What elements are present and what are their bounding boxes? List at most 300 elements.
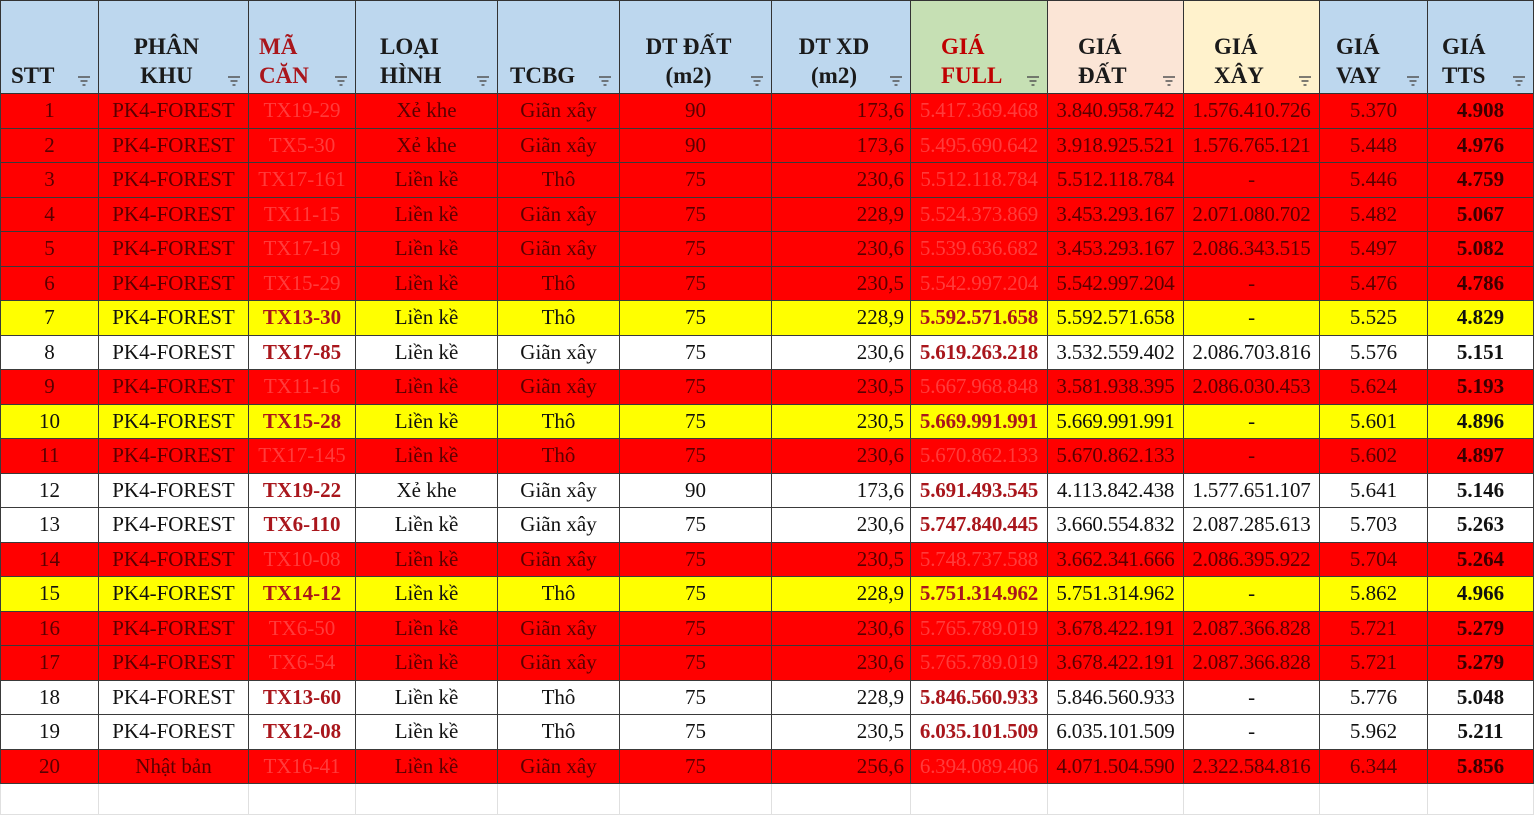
cell-gia-vay[interactable]: 5.624 bbox=[1320, 370, 1428, 405]
header-gia-xay-line2: XÂY bbox=[1214, 63, 1264, 88]
cell-phan-khu[interactable]: Nhật bản bbox=[99, 749, 249, 784]
cell-gia-xay[interactable]: 2.086.395.922 bbox=[1184, 542, 1320, 577]
cell-dt-dat[interactable]: 75 bbox=[620, 646, 772, 681]
cell-gia-vay[interactable]: 5.602 bbox=[1320, 439, 1428, 474]
cell-loai-hinh[interactable]: Liền kề bbox=[356, 577, 498, 612]
cell-gia-tts[interactable]: 4.897 bbox=[1428, 439, 1534, 474]
table-row[interactable] bbox=[1, 749, 1534, 784]
cell-gia-vay[interactable]: 5.704 bbox=[1320, 542, 1428, 577]
cell-loai-hinh[interactable]: Liền kề bbox=[356, 611, 498, 646]
filter-icon[interactable] bbox=[227, 75, 241, 87]
cell-gia-tts[interactable]: 4.896 bbox=[1428, 404, 1534, 439]
cell-tcbg[interactable]: Giãn xây bbox=[498, 232, 620, 267]
cell-stt[interactable]: 12 bbox=[1, 473, 99, 508]
cell-stt[interactable]: 19 bbox=[1, 715, 99, 750]
cell-ma-can[interactable]: TX15-28 bbox=[249, 404, 356, 439]
cell-gia-full[interactable]: 5.512.118.784 bbox=[911, 163, 1048, 198]
filter-icon[interactable] bbox=[598, 75, 612, 87]
cell-gia-full[interactable]: 5.669.991.991 bbox=[911, 404, 1048, 439]
cell-dt-xd[interactable]: 228,9 bbox=[772, 577, 911, 612]
table-row[interactable] bbox=[1, 197, 1534, 232]
cell-gia-xay[interactable]: - bbox=[1184, 404, 1320, 439]
cell-gia-xay[interactable]: - bbox=[1184, 266, 1320, 301]
cell-gia-xay[interactable]: 1.577.651.107 bbox=[1184, 473, 1320, 508]
cell-gia-tts[interactable]: 5.856 bbox=[1428, 749, 1534, 784]
table-row[interactable] bbox=[1, 439, 1534, 474]
empty-cell[interactable] bbox=[249, 784, 356, 815]
cell-phan-khu[interactable]: PK4-FOREST bbox=[99, 197, 249, 232]
cell-loai-hinh[interactable]: Liền kề bbox=[356, 404, 498, 439]
cell-gia-tts[interactable]: 5.279 bbox=[1428, 611, 1534, 646]
cell-gia-xay[interactable]: 1.576.410.726 bbox=[1184, 94, 1320, 129]
cell-dt-xd[interactable]: 230,5 bbox=[772, 715, 911, 750]
cell-stt[interactable]: 16 bbox=[1, 611, 99, 646]
cell-dt-xd[interactable]: 230,5 bbox=[772, 404, 911, 439]
cell-gia-xay[interactable]: 2.086.703.816 bbox=[1184, 335, 1320, 370]
filter-icon[interactable] bbox=[334, 75, 348, 87]
cell-gia-vay[interactable]: 5.497 bbox=[1320, 232, 1428, 267]
cell-gia-dat[interactable]: 3.660.554.832 bbox=[1048, 508, 1184, 543]
table-row[interactable] bbox=[1, 611, 1534, 646]
cell-gia-vay[interactable]: 5.962 bbox=[1320, 715, 1428, 750]
cell-dt-dat[interactable]: 75 bbox=[620, 542, 772, 577]
cell-dt-xd[interactable]: 230,6 bbox=[772, 508, 911, 543]
cell-gia-vay[interactable]: 6.344 bbox=[1320, 749, 1428, 784]
table-row[interactable] bbox=[1, 370, 1534, 405]
cell-loai-hinh[interactable]: Liền kề bbox=[356, 163, 498, 198]
cell-gia-xay[interactable]: 2.087.366.828 bbox=[1184, 611, 1320, 646]
cell-loai-hinh[interactable]: Liền kề bbox=[356, 439, 498, 474]
cell-tcbg[interactable]: Thô bbox=[498, 404, 620, 439]
cell-gia-vay[interactable]: 5.862 bbox=[1320, 577, 1428, 612]
cell-ma-can[interactable]: TX11-15 bbox=[249, 197, 356, 232]
cell-ma-can[interactable]: TX15-29 bbox=[249, 266, 356, 301]
cell-gia-vay[interactable]: 5.446 bbox=[1320, 163, 1428, 198]
table-row[interactable] bbox=[1, 715, 1534, 750]
cell-gia-dat[interactable]: 3.453.293.167 bbox=[1048, 232, 1184, 267]
cell-stt[interactable]: 1 bbox=[1, 94, 99, 129]
cell-ma-can[interactable]: TX13-60 bbox=[249, 680, 356, 715]
cell-tcbg[interactable]: Giãn xây bbox=[498, 749, 620, 784]
cell-gia-vay[interactable]: 5.601 bbox=[1320, 404, 1428, 439]
cell-tcbg[interactable]: Giãn xây bbox=[498, 94, 620, 129]
cell-gia-vay[interactable]: 5.370 bbox=[1320, 94, 1428, 129]
cell-phan-khu[interactable]: PK4-FOREST bbox=[99, 163, 249, 198]
header-loai-hinh-line1: LOẠI bbox=[380, 34, 439, 59]
empty-cell[interactable] bbox=[1428, 784, 1534, 815]
cell-dt-dat[interactable]: 75 bbox=[620, 266, 772, 301]
cell-gia-tts[interactable]: 5.264 bbox=[1428, 542, 1534, 577]
empty-cell[interactable] bbox=[1184, 784, 1320, 815]
cell-gia-full[interactable]: 5.691.493.545 bbox=[911, 473, 1048, 508]
header-gia-tts bbox=[1428, 1, 1534, 94]
cell-gia-full[interactable]: 5.846.560.933 bbox=[911, 680, 1048, 715]
table-row[interactable] bbox=[1, 473, 1534, 508]
cell-loai-hinh[interactable]: Liền kề bbox=[356, 508, 498, 543]
cell-ma-can[interactable]: TX16-41 bbox=[249, 749, 356, 784]
cell-gia-full[interactable]: 5.667.968.848 bbox=[911, 370, 1048, 405]
cell-gia-tts[interactable]: 5.263 bbox=[1428, 508, 1534, 543]
cell-phan-khu[interactable]: PK4-FOREST bbox=[99, 128, 249, 163]
cell-gia-vay[interactable]: 5.482 bbox=[1320, 197, 1428, 232]
cell-tcbg[interactable]: Giãn xây bbox=[498, 128, 620, 163]
cell-dt-xd[interactable]: 256,6 bbox=[772, 749, 911, 784]
cell-ma-can[interactable]: TX19-22 bbox=[249, 473, 356, 508]
cell-gia-dat[interactable]: 5.669.991.991 bbox=[1048, 404, 1184, 439]
cell-phan-khu[interactable]: PK4-FOREST bbox=[99, 232, 249, 267]
cell-gia-full[interactable]: 5.751.314.962 bbox=[911, 577, 1048, 612]
empty-cell[interactable] bbox=[1, 784, 99, 815]
cell-gia-dat[interactable]: 5.846.560.933 bbox=[1048, 680, 1184, 715]
cell-phan-khu[interactable]: PK4-FOREST bbox=[99, 404, 249, 439]
header-gia-full-line2: FULL bbox=[941, 63, 1003, 88]
cell-gia-full[interactable]: 5.524.373.869 bbox=[911, 197, 1048, 232]
cell-dt-xd[interactable]: 230,6 bbox=[772, 646, 911, 681]
cell-phan-khu[interactable]: PK4-FOREST bbox=[99, 542, 249, 577]
cell-phan-khu[interactable]: PK4-FOREST bbox=[99, 335, 249, 370]
filter-icon[interactable] bbox=[1512, 75, 1526, 87]
cell-dt-xd[interactable]: 230,6 bbox=[772, 439, 911, 474]
table-row[interactable] bbox=[1, 266, 1534, 301]
cell-gia-dat[interactable]: 3.840.958.742 bbox=[1048, 94, 1184, 129]
header-stt-label: STT bbox=[11, 63, 55, 88]
cell-dt-xd[interactable]: 230,6 bbox=[772, 611, 911, 646]
cell-stt[interactable]: 11 bbox=[1, 439, 99, 474]
cell-ma-can[interactable]: TX6-110 bbox=[249, 508, 356, 543]
cell-ma-can[interactable]: TX17-161 bbox=[249, 163, 356, 198]
cell-gia-tts[interactable]: 4.759 bbox=[1428, 163, 1534, 198]
cell-gia-tts[interactable]: 5.082 bbox=[1428, 232, 1534, 267]
cell-gia-dat[interactable]: 6.035.101.509 bbox=[1048, 715, 1184, 750]
cell-gia-xay[interactable]: 2.322.584.816 bbox=[1184, 749, 1320, 784]
cell-dt-dat[interactable]: 75 bbox=[620, 508, 772, 543]
cell-loai-hinh[interactable]: Liền kề bbox=[356, 232, 498, 267]
cell-phan-khu[interactable]: PK4-FOREST bbox=[99, 439, 249, 474]
cell-gia-dat[interactable]: 5.751.314.962 bbox=[1048, 577, 1184, 612]
cell-loai-hinh[interactable]: Liền kề bbox=[356, 749, 498, 784]
cell-dt-dat[interactable]: 90 bbox=[620, 128, 772, 163]
header-phan-khu-line1: PHÂN bbox=[133, 34, 200, 59]
cell-gia-full[interactable]: 5.495.690.642 bbox=[911, 128, 1048, 163]
cell-gia-dat[interactable]: 3.678.422.191 bbox=[1048, 611, 1184, 646]
cell-gia-vay[interactable]: 5.476 bbox=[1320, 266, 1428, 301]
cell-gia-full[interactable]: 5.670.862.133 bbox=[911, 439, 1048, 474]
cell-gia-full[interactable]: 6.035.101.509 bbox=[911, 715, 1048, 750]
cell-gia-dat[interactable]: 3.678.422.191 bbox=[1048, 646, 1184, 681]
cell-ma-can[interactable]: TX17-19 bbox=[249, 232, 356, 267]
cell-tcbg[interactable]: Thô bbox=[498, 715, 620, 750]
cell-gia-xay[interactable]: - bbox=[1184, 163, 1320, 198]
cell-stt[interactable]: 20 bbox=[1, 749, 99, 784]
cell-dt-xd[interactable]: 230,6 bbox=[772, 163, 911, 198]
cell-tcbg[interactable]: Thô bbox=[498, 439, 620, 474]
cell-loai-hinh[interactable]: Liền kề bbox=[356, 680, 498, 715]
cell-dt-dat[interactable]: 90 bbox=[620, 473, 772, 508]
filter-icon[interactable] bbox=[1298, 75, 1312, 87]
cell-loai-hinh[interactable]: Liền kề bbox=[356, 266, 498, 301]
filter-icon[interactable] bbox=[1406, 75, 1420, 87]
cell-dt-xd[interactable]: 230,5 bbox=[772, 266, 911, 301]
header-ma-can-line2: CĂN bbox=[259, 63, 309, 88]
empty-cell[interactable] bbox=[1320, 784, 1428, 815]
cell-gia-dat[interactable]: 4.071.504.590 bbox=[1048, 749, 1184, 784]
filter-icon[interactable] bbox=[750, 75, 764, 87]
cell-gia-full[interactable]: 5.747.840.445 bbox=[911, 508, 1048, 543]
cell-dt-xd[interactable]: 230,5 bbox=[772, 542, 911, 577]
cell-loai-hinh[interactable]: Liền kề bbox=[356, 646, 498, 681]
cell-dt-dat[interactable]: 75 bbox=[620, 197, 772, 232]
cell-gia-xay[interactable]: 2.071.080.702 bbox=[1184, 197, 1320, 232]
cell-dt-xd[interactable]: 228,9 bbox=[772, 197, 911, 232]
filter-icon[interactable] bbox=[77, 75, 91, 87]
cell-dt-xd[interactable]: 173,6 bbox=[772, 128, 911, 163]
cell-ma-can[interactable]: TX11-16 bbox=[249, 370, 356, 405]
cell-tcbg[interactable]: Thô bbox=[498, 577, 620, 612]
cell-stt[interactable]: 8 bbox=[1, 335, 99, 370]
cell-gia-dat[interactable]: 3.532.559.402 bbox=[1048, 335, 1184, 370]
cell-ma-can[interactable]: TX19-29 bbox=[249, 94, 356, 129]
table-row[interactable] bbox=[1, 508, 1534, 543]
cell-gia-tts[interactable]: 4.976 bbox=[1428, 128, 1534, 163]
cell-stt[interactable]: 14 bbox=[1, 542, 99, 577]
cell-gia-xay[interactable]: 2.087.285.613 bbox=[1184, 508, 1320, 543]
cell-gia-xay[interactable]: - bbox=[1184, 715, 1320, 750]
cell-tcbg[interactable]: Giãn xây bbox=[498, 370, 620, 405]
cell-gia-xay[interactable]: - bbox=[1184, 577, 1320, 612]
cell-phan-khu[interactable]: PK4-FOREST bbox=[99, 577, 249, 612]
cell-ma-can[interactable]: TX5-30 bbox=[249, 128, 356, 163]
cell-gia-dat[interactable]: 3.662.341.666 bbox=[1048, 542, 1184, 577]
cell-dt-dat[interactable]: 75 bbox=[620, 335, 772, 370]
table-row[interactable] bbox=[1, 232, 1534, 267]
empty-cell[interactable] bbox=[911, 784, 1048, 815]
cell-gia-full[interactable]: 5.765.789.019 bbox=[911, 611, 1048, 646]
cell-gia-full[interactable]: 5.542.997.204 bbox=[911, 266, 1048, 301]
cell-tcbg[interactable]: Giãn xây bbox=[498, 508, 620, 543]
cell-tcbg[interactable]: Thô bbox=[498, 266, 620, 301]
cell-gia-vay[interactable]: 5.703 bbox=[1320, 508, 1428, 543]
cell-loai-hinh[interactable]: Xẻ khe bbox=[356, 128, 498, 163]
table-row[interactable] bbox=[1, 646, 1534, 681]
cell-gia-xay[interactable]: - bbox=[1184, 301, 1320, 336]
cell-gia-tts[interactable]: 4.786 bbox=[1428, 266, 1534, 301]
cell-gia-full[interactable]: 5.748.737.588 bbox=[911, 542, 1048, 577]
cell-dt-xd[interactable]: 230,5 bbox=[772, 370, 911, 405]
cell-gia-tts[interactable]: 5.048 bbox=[1428, 680, 1534, 715]
cell-stt[interactable]: 17 bbox=[1, 646, 99, 681]
cell-gia-dat[interactable]: 3.581.938.395 bbox=[1048, 370, 1184, 405]
cell-phan-khu[interactable]: PK4-FOREST bbox=[99, 646, 249, 681]
cell-loai-hinh[interactable]: Liền kề bbox=[356, 715, 498, 750]
cell-dt-dat[interactable]: 75 bbox=[620, 611, 772, 646]
cell-phan-khu[interactable]: PK4-FOREST bbox=[99, 94, 249, 129]
table-row[interactable] bbox=[1, 680, 1534, 715]
cell-gia-vay[interactable]: 5.525 bbox=[1320, 301, 1428, 336]
cell-loai-hinh[interactable]: Liền kề bbox=[356, 335, 498, 370]
empty-cell[interactable] bbox=[99, 784, 249, 815]
cell-tcbg[interactable]: Thô bbox=[498, 680, 620, 715]
table-row[interactable] bbox=[1, 577, 1534, 612]
cell-stt[interactable]: 3 bbox=[1, 163, 99, 198]
cell-gia-vay[interactable]: 5.721 bbox=[1320, 611, 1428, 646]
empty-cell[interactable] bbox=[498, 784, 620, 815]
cell-gia-xay[interactable]: 2.087.366.828 bbox=[1184, 646, 1320, 681]
cell-gia-xay[interactable]: 2.086.030.453 bbox=[1184, 370, 1320, 405]
cell-gia-dat[interactable]: 4.113.842.438 bbox=[1048, 473, 1184, 508]
cell-gia-tts[interactable]: 5.146 bbox=[1428, 473, 1534, 508]
header-row bbox=[1, 1, 1534, 94]
cell-dt-xd[interactable]: 173,6 bbox=[772, 94, 911, 129]
cell-tcbg[interactable]: Thô bbox=[498, 301, 620, 336]
cell-ma-can[interactable]: TX17-85 bbox=[249, 335, 356, 370]
cell-gia-tts[interactable]: 5.211 bbox=[1428, 715, 1534, 750]
cell-gia-vay[interactable]: 5.576 bbox=[1320, 335, 1428, 370]
cell-gia-full[interactable]: 5.592.571.658 bbox=[911, 301, 1048, 336]
cell-ma-can[interactable]: TX17-145 bbox=[249, 439, 356, 474]
cell-gia-vay[interactable]: 5.776 bbox=[1320, 680, 1428, 715]
table-row[interactable] bbox=[1, 163, 1534, 198]
cell-phan-khu[interactable]: PK4-FOREST bbox=[99, 266, 249, 301]
cell-loai-hinh[interactable]: Liền kề bbox=[356, 301, 498, 336]
cell-gia-full[interactable]: 5.417.369.468 bbox=[911, 94, 1048, 129]
cell-stt[interactable]: 10 bbox=[1, 404, 99, 439]
cell-tcbg[interactable]: Giãn xây bbox=[498, 611, 620, 646]
cell-gia-vay[interactable]: 5.448 bbox=[1320, 128, 1428, 163]
cell-gia-dat[interactable]: 5.592.571.658 bbox=[1048, 301, 1184, 336]
cell-dt-xd[interactable]: 228,9 bbox=[772, 680, 911, 715]
cell-dt-dat[interactable]: 75 bbox=[620, 439, 772, 474]
cell-gia-tts[interactable]: 4.908 bbox=[1428, 94, 1534, 129]
cell-dt-dat[interactable]: 75 bbox=[620, 749, 772, 784]
cell-loai-hinh[interactable]: Liền kề bbox=[356, 542, 498, 577]
cell-stt[interactable]: 6 bbox=[1, 266, 99, 301]
cell-tcbg[interactable]: Thô bbox=[498, 163, 620, 198]
header-gia-dat-line2: ĐẤT bbox=[1078, 63, 1127, 88]
filter-icon[interactable] bbox=[1026, 75, 1040, 87]
cell-dt-dat[interactable]: 75 bbox=[620, 715, 772, 750]
cell-ma-can[interactable]: TX12-08 bbox=[249, 715, 356, 750]
cell-stt[interactable]: 9 bbox=[1, 370, 99, 405]
cell-dt-xd[interactable]: 230,6 bbox=[772, 232, 911, 267]
table-row[interactable] bbox=[1, 94, 1534, 129]
cell-tcbg[interactable]: Giãn xây bbox=[498, 646, 620, 681]
header-dt-xd-line2: (m2) bbox=[811, 63, 857, 88]
cell-dt-dat[interactable]: 75 bbox=[620, 404, 772, 439]
cell-gia-vay[interactable]: 5.721 bbox=[1320, 646, 1428, 681]
cell-gia-dat[interactable]: 3.918.925.521 bbox=[1048, 128, 1184, 163]
table-row[interactable] bbox=[1, 335, 1534, 370]
cell-stt[interactable]: 7 bbox=[1, 301, 99, 336]
empty-cell[interactable] bbox=[620, 784, 772, 815]
cell-dt-dat[interactable]: 90 bbox=[620, 94, 772, 129]
cell-gia-xay[interactable]: 2.086.343.515 bbox=[1184, 232, 1320, 267]
cell-ma-can[interactable]: TX10-08 bbox=[249, 542, 356, 577]
cell-stt[interactable]: 13 bbox=[1, 508, 99, 543]
cell-dt-dat[interactable]: 75 bbox=[620, 577, 772, 612]
filter-icon[interactable] bbox=[476, 75, 490, 87]
cell-gia-full[interactable]: 5.539.636.682 bbox=[911, 232, 1048, 267]
cell-gia-tts[interactable]: 5.279 bbox=[1428, 646, 1534, 681]
table-row[interactable] bbox=[1, 128, 1534, 163]
empty-cell[interactable] bbox=[772, 784, 911, 815]
cell-phan-khu[interactable]: PK4-FOREST bbox=[99, 473, 249, 508]
cell-gia-tts[interactable]: 4.829 bbox=[1428, 301, 1534, 336]
cell-dt-xd[interactable]: 230,6 bbox=[772, 335, 911, 370]
cell-gia-tts[interactable]: 5.193 bbox=[1428, 370, 1534, 405]
cell-dt-xd[interactable]: 228,9 bbox=[772, 301, 911, 336]
cell-gia-dat[interactable]: 5.512.118.784 bbox=[1048, 163, 1184, 198]
cell-ma-can[interactable]: TX14-12 bbox=[249, 577, 356, 612]
header-phan-khu bbox=[99, 1, 249, 94]
cell-dt-dat[interactable]: 75 bbox=[620, 370, 772, 405]
filter-icon[interactable] bbox=[1162, 75, 1176, 87]
empty-cell[interactable] bbox=[356, 784, 498, 815]
cell-gia-xay[interactable]: - bbox=[1184, 680, 1320, 715]
cell-stt[interactable]: 5 bbox=[1, 232, 99, 267]
cell-gia-tts[interactable]: 4.966 bbox=[1428, 577, 1534, 612]
cell-gia-xay[interactable]: - bbox=[1184, 439, 1320, 474]
cell-phan-khu[interactable]: PK4-FOREST bbox=[99, 611, 249, 646]
cell-gia-xay[interactable]: 1.576.765.121 bbox=[1184, 128, 1320, 163]
cell-loai-hinh[interactable]: Liền kề bbox=[356, 197, 498, 232]
filter-icon[interactable] bbox=[889, 75, 903, 87]
cell-loai-hinh[interactable]: Liền kề bbox=[356, 370, 498, 405]
cell-dt-dat[interactable]: 75 bbox=[620, 163, 772, 198]
header-gia-vay bbox=[1320, 1, 1428, 94]
cell-ma-can[interactable]: TX6-50 bbox=[249, 611, 356, 646]
header-dt-xd bbox=[772, 1, 911, 94]
cell-phan-khu[interactable]: PK4-FOREST bbox=[99, 301, 249, 336]
cell-gia-dat[interactable]: 5.670.862.133 bbox=[1048, 439, 1184, 474]
cell-loai-hinh[interactable]: Xẻ khe bbox=[356, 94, 498, 129]
table-row[interactable] bbox=[1, 542, 1534, 577]
cell-stt[interactable]: 2 bbox=[1, 128, 99, 163]
cell-stt[interactable]: 15 bbox=[1, 577, 99, 612]
table-row[interactable] bbox=[1, 404, 1534, 439]
cell-phan-khu[interactable]: PK4-FOREST bbox=[99, 680, 249, 715]
cell-gia-tts[interactable]: 5.067 bbox=[1428, 197, 1534, 232]
cell-gia-full[interactable]: 5.765.789.019 bbox=[911, 646, 1048, 681]
cell-phan-khu[interactable]: PK4-FOREST bbox=[99, 370, 249, 405]
cell-gia-vay[interactable]: 5.641 bbox=[1320, 473, 1428, 508]
header-gia-vay-line1: GIÁ bbox=[1336, 34, 1380, 59]
cell-dt-dat[interactable]: 75 bbox=[620, 301, 772, 336]
cell-ma-can[interactable]: TX6-54 bbox=[249, 646, 356, 681]
cell-phan-khu[interactable]: PK4-FOREST bbox=[99, 715, 249, 750]
cell-gia-full[interactable]: 5.619.263.218 bbox=[911, 335, 1048, 370]
cell-phan-khu[interactable]: PK4-FOREST bbox=[99, 508, 249, 543]
cell-tcbg[interactable]: Giãn xây bbox=[498, 197, 620, 232]
empty-cell[interactable] bbox=[1048, 784, 1184, 815]
cell-gia-full[interactable]: 6.394.089.406 bbox=[911, 749, 1048, 784]
cell-gia-tts[interactable]: 5.151 bbox=[1428, 335, 1534, 370]
cell-tcbg[interactable]: Giãn xây bbox=[498, 473, 620, 508]
cell-tcbg[interactable]: Giãn xây bbox=[498, 335, 620, 370]
empty-row[interactable] bbox=[1, 784, 1534, 815]
cell-ma-can[interactable]: TX13-30 bbox=[249, 301, 356, 336]
cell-dt-dat[interactable]: 75 bbox=[620, 232, 772, 267]
cell-gia-dat[interactable]: 3.453.293.167 bbox=[1048, 197, 1184, 232]
cell-tcbg[interactable]: Giãn xây bbox=[498, 542, 620, 577]
cell-gia-dat[interactable]: 5.542.997.204 bbox=[1048, 266, 1184, 301]
cell-stt[interactable]: 4 bbox=[1, 197, 99, 232]
header-gia-vay-line2: VAY bbox=[1336, 63, 1381, 88]
cell-stt[interactable]: 18 bbox=[1, 680, 99, 715]
cell-dt-xd[interactable]: 173,6 bbox=[772, 473, 911, 508]
cell-loai-hinh[interactable]: Xẻ khe bbox=[356, 473, 498, 508]
table-row[interactable] bbox=[1, 301, 1534, 336]
cell-dt-dat[interactable]: 75 bbox=[620, 680, 772, 715]
